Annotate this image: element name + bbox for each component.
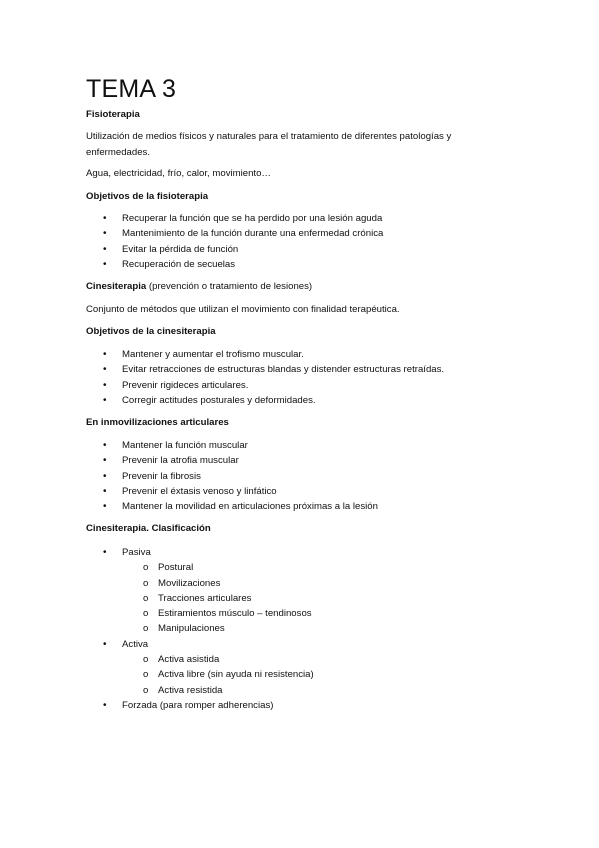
cinesiterapia-subtitle: (prevención o tratamiento de lesiones) bbox=[146, 281, 313, 292]
sub-list-item: o Postural bbox=[86, 560, 576, 575]
fisioterapia-examples: Agua, electricidad, frío, calor, movimiento… bbox=[86, 168, 272, 179]
heading-fisioterapia: Fisioterapia bbox=[86, 109, 140, 120]
sub-list-item: o Manipulaciones bbox=[86, 621, 576, 636]
objetivos-cinesiterapia-list bbox=[86, 347, 576, 408]
list-item: • Mantener la movilidad en articulaciones próximas a la lesión bbox=[86, 499, 576, 514]
heading-objetivos-cinesiterapia: Objetivos de la cinesiterapia bbox=[86, 326, 216, 337]
list-item: • Recuperación de secuelas bbox=[86, 257, 576, 272]
clasificacion-list bbox=[86, 545, 576, 713]
objetivos-fisioterapia-list bbox=[86, 211, 576, 272]
list-item: • Prevenir la atrofia muscular bbox=[86, 453, 576, 468]
heading-objetivos-fisioterapia: Objetivos de la fisioterapia bbox=[86, 191, 209, 202]
list-item: • Prevenir el éxtasis venoso y linfático bbox=[86, 484, 576, 499]
cinesiterapia-bold: Cinesiterapia bbox=[86, 281, 147, 292]
sub-list-item: o Tracciones articulares bbox=[86, 591, 576, 606]
cinesiterapia-definition: Conjunto de métodos que utilizan el movimiento con finalidad terapéutica. bbox=[86, 304, 400, 315]
heading-inmovilizaciones: En inmovilizaciones articulares bbox=[86, 417, 229, 428]
list-item: • Mantener la función muscular bbox=[86, 438, 576, 453]
fisioterapia-definition: Utilización de medios físicos y naturales para el tratamiento de diferentes patologías y enfermedades. bbox=[86, 131, 452, 158]
list-item: • Corregir actitudes posturales y deformidades. bbox=[86, 393, 576, 408]
sub-list-item: o Movilizaciones bbox=[86, 576, 576, 591]
list-item: • Mantenimiento de la función durante una enfermedad crónica bbox=[86, 226, 576, 241]
list-item: • Recuperar la función que se ha perdido por una lesión aguda bbox=[86, 211, 576, 226]
inmovilizaciones-list bbox=[86, 438, 576, 514]
list-item-pasiva: • Pasiva bbox=[86, 545, 576, 560]
list-item: • Prevenir la fibrosis bbox=[86, 469, 576, 484]
sub-list-item: o Activa resistida bbox=[86, 683, 576, 698]
heading-cinesiterapia bbox=[86, 280, 576, 294]
sub-list-item: o Activa libre (sin ayuda ni resistencia) bbox=[86, 667, 576, 682]
heading-clasificacion: Cinesiterapia. Clasificación bbox=[86, 523, 211, 534]
sub-list-item: o Estiramientos músculo – tendinosos bbox=[86, 606, 576, 621]
list-item-activa: • Activa bbox=[86, 637, 576, 652]
list-item: • Evitar retracciones de estructuras blandas y distender estructuras retraídas. bbox=[86, 362, 576, 377]
list-item: • Prevenir rigideces articulares. bbox=[86, 378, 576, 393]
list-item: • Evitar la pérdida de función bbox=[86, 242, 576, 257]
page-title: TEMA 3 bbox=[86, 75, 177, 103]
list-item: • Mantener y aumentar el trofismo muscular. bbox=[86, 347, 576, 362]
sub-list-item: o Activa asistida bbox=[86, 652, 576, 667]
list-item-forzada: • Forzada (para romper adherencias) bbox=[86, 698, 576, 713]
